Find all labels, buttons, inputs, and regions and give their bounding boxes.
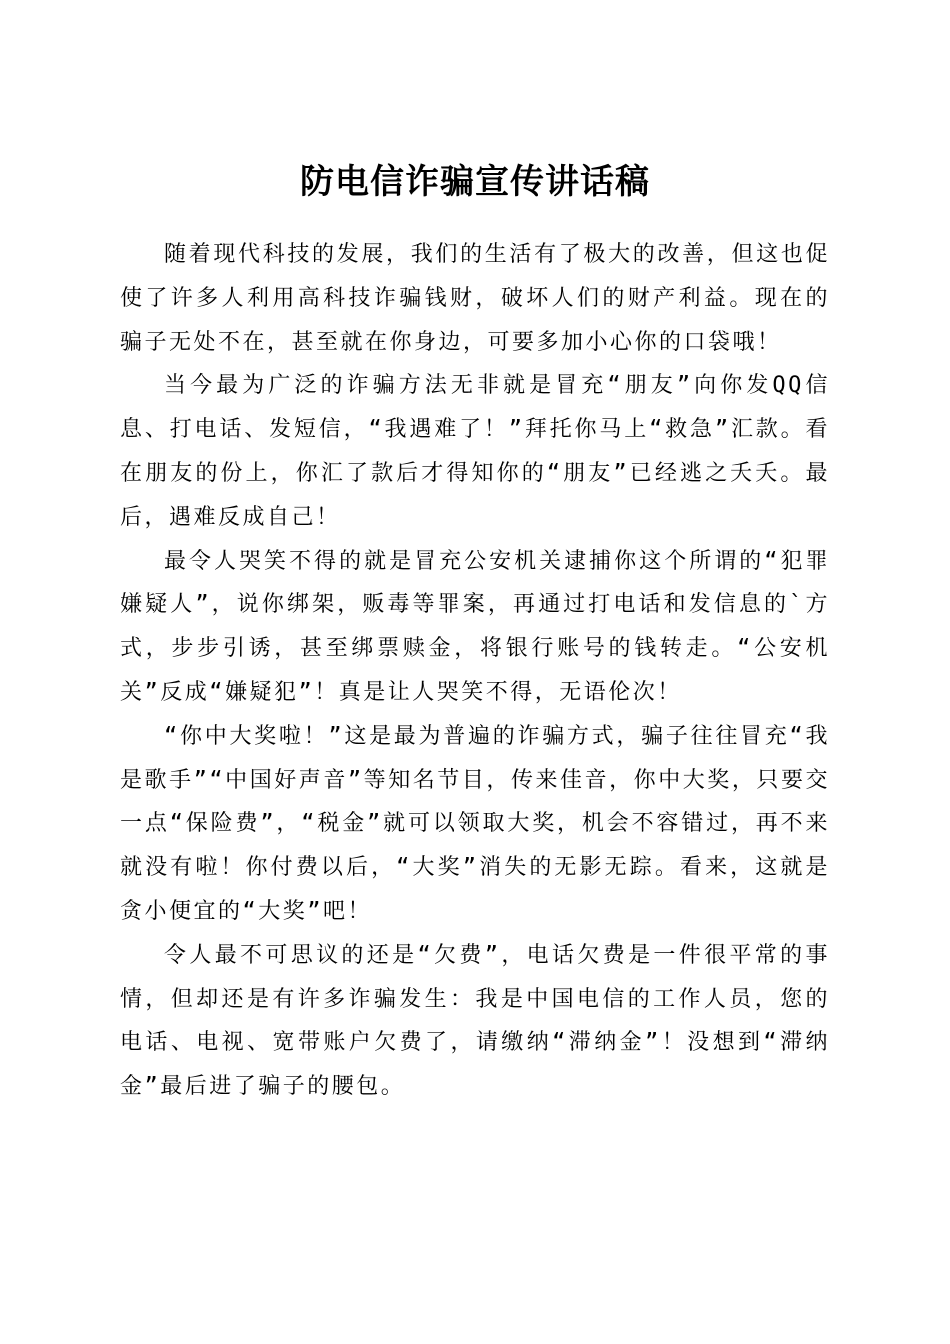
document-title: 防电信诈骗宣传讲话稿: [300, 161, 650, 202]
document-body: [120, 233, 830, 1109]
paragraph: “你中大奖啦！”这是最为普遍的诈骗方式，骗子往往冒充“我是歌手”“中国好声音”等知名节目，传来佳音，你中大奖，只要交一点“保险费”，“税金”就可以领取大奖，机会不容错过，再不来就没有啦！你付费以后，“大奖”消失的无影无踪。看来，这就是贪小便宜的“大奖”吧！: [120, 723, 830, 924]
paragraph: 当今最为广泛的诈骗方法无非就是冒充“朋友”向你发QQ信息、打电话、发短信，“我遇难了！”拜托你马上“救急”汇款。看在朋友的份上，你汇了款后才得知你的“朋友”已经逃之夭夭。最后，遇难反成自己！: [120, 373, 830, 530]
paragraph: 令人最不可思议的还是“欠费”，电话欠费是一件很平常的事情，但却还是有许多诈骗发生：我是中国电信的工作人员，您的电话、电视、宽带账户欠费了，请缴纳“滞纳金”！没想到“滞纳金”最后进了骗子的腰包。: [120, 942, 830, 1100]
paragraph: 最令人哭笑不得的就是冒充公安机关逮捕你这个所谓的“犯罪嫌疑人”，说你绑架，贩毒等罪案，再通过打电话和发信息的`方式，步步引诱，甚至绑票赎金，将银行账号的钱转走。“公安机关”反成“嫌疑犯”！真是让人哭笑不得，无语伦次！: [120, 548, 830, 705]
paragraph: 随着现代科技的发展，我们的生活有了极大的改善，但这也促使了许多人利用高科技诈骗钱财，破坏人们的财产利益。现在的骗子无处不在，甚至就在你身边，可要多加小心你的口袋哦！: [120, 242, 830, 355]
